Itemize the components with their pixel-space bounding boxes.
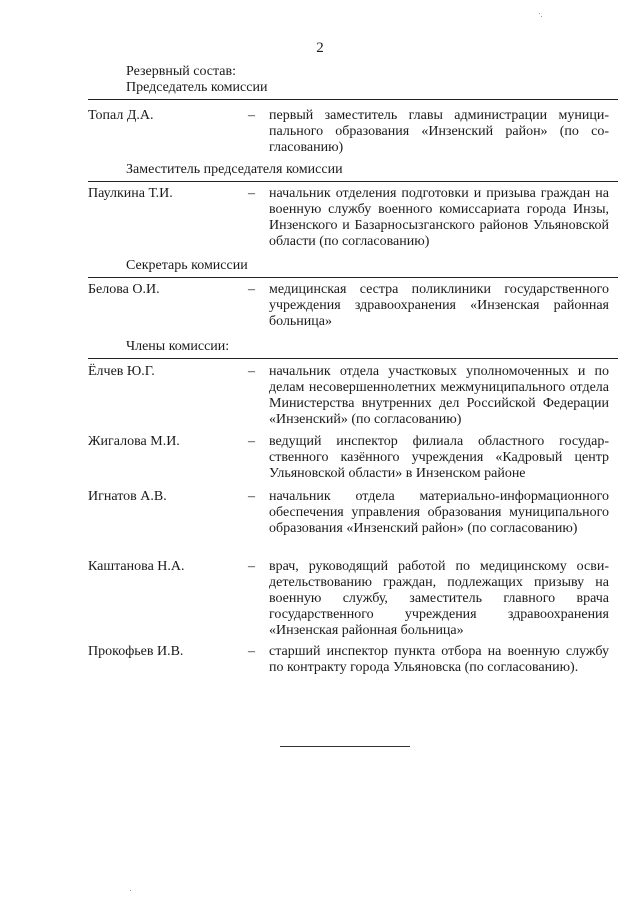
divider: [88, 181, 618, 182]
member-name: Паулкина Т.И.: [88, 186, 173, 201]
member-name: Каштанова Н.А.: [88, 559, 185, 574]
dash: –: [248, 282, 255, 297]
member-role: медицинская сестра поликлиники государственного учреждения здравоохранения «Инзенская районная больница»: [269, 282, 609, 329]
member-name: Ёлчев Ю.Г.: [88, 364, 155, 379]
dash: –: [248, 489, 255, 504]
dash: –: [248, 559, 255, 574]
member-name: Игнатов А.В.: [88, 489, 167, 504]
member-name: Прокофьев И.В.: [88, 644, 184, 659]
dash: –: [248, 108, 255, 123]
divider: [88, 358, 618, 359]
reserve-title: Резервный состав:: [126, 64, 237, 79]
member-name: Белова О.И.: [88, 282, 160, 297]
end-line: [280, 746, 410, 747]
secretary-heading: Секретарь комиссии: [126, 258, 248, 273]
scan-speck: [541, 16, 542, 17]
member-role: врач, руководящий работой по медицинскому освидетельствованию граждан, подлежащих призыву на военную службу, заместитель главного врача государственного учреждения здравоохранения «Инзенская районная больница»: [269, 559, 609, 638]
dash: –: [248, 434, 255, 449]
page-number: 2: [316, 40, 324, 56]
scan-speck: [130, 890, 131, 891]
scan-speck: [539, 13, 540, 14]
chair-heading: Председатель комиссии: [126, 80, 268, 95]
member-name: Топал Д.А.: [88, 108, 154, 123]
member-role: начальник отдела участковых уполномоченных и по делам несовершеннолетних межмуниципального отдела Министерства внутренних дел Российской Федерации «Инзенский» (по согласованию): [269, 364, 609, 427]
divider: [88, 99, 618, 100]
member-role: начальник отделения подготовки и призыва граждан на военную службу военного комиссариата города Инзы, Инзенского и Базарносызганского районов Ульяновской области (по согласованию): [269, 186, 609, 249]
divider: [88, 277, 618, 278]
dash: –: [248, 186, 255, 201]
dash: –: [248, 644, 255, 659]
member-role: первый заместитель главы администрации муниципального образования «Инзенский район» (по согласованию): [269, 108, 609, 155]
member-role: ведущий инспектор филиала областного государственного казённого учреждения «Кадровый центр Ульяновской области» в Инзенском районе: [269, 434, 609, 481]
member-role: старший инспектор пункта отбора на военную службу по контракту города Ульяновска (по согласованию).: [269, 644, 609, 675]
deputy-heading: Заместитель председателя комиссии: [126, 162, 343, 177]
dash: –: [248, 364, 255, 379]
member-name: Жигалова М.И.: [88, 434, 180, 449]
member-role: начальник отдела материально-информационного обеспечения управления образования муниципального образования «Инзенский район» (по согласованию): [269, 489, 609, 536]
members-heading: Члены комиссии:: [126, 339, 230, 354]
